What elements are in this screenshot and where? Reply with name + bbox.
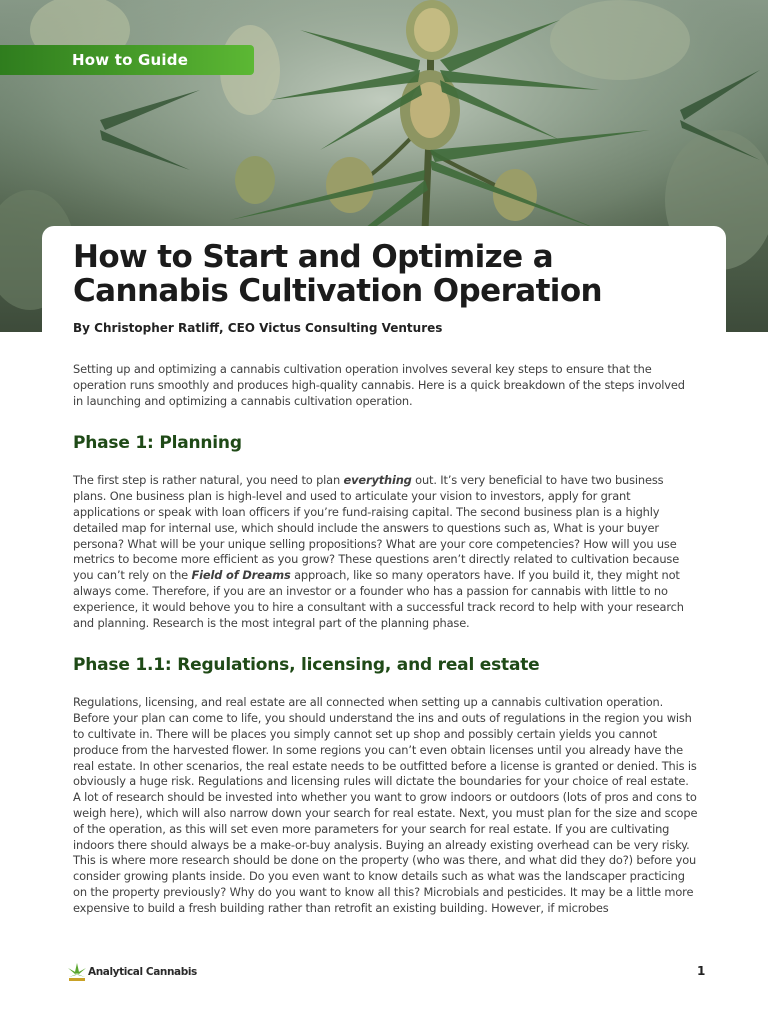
analytical-cannabis-logo bbox=[66, 961, 197, 983]
phase-1-paragraph bbox=[73, 473, 698, 631]
title-line-1: How to Start and Optimize a bbox=[73, 239, 554, 275]
phase-1-emphasis-everything: everything bbox=[343, 473, 412, 488]
phase-1-1-heading: Phase 1.1: Regulations, licensing, and real estate bbox=[73, 655, 540, 676]
article-body bbox=[73, 362, 698, 917]
phase-1-text-c: approach, like so many operators have. If you build it, they might not always come. Therefore, if you are an investor or a founder who has a passion for cannabis with little to no experience, it would behove you to hire a consultant with a successful track record to help with your research and planning. Research is the most integral part of the planning phase. bbox=[73, 568, 684, 630]
how-to-guide-label: How to Guide bbox=[72, 51, 189, 69]
footer-brand-name: Analytical Cannabis bbox=[88, 966, 197, 978]
phase-1-heading: Phase 1: Planning bbox=[73, 433, 242, 454]
cannabis-leaf-icon bbox=[66, 961, 88, 983]
page-number: 1 bbox=[697, 964, 706, 978]
phase-1-1-paragraph: Regulations, licensing, and real estate are all connected when setting up a cannabis cultivation operation. Before your plan can come to life, you should understand the ins and outs of regulations in the region you wish to cultivate in. There will be places you simply cannot set up shop and possibly certain yields you cannot produce from the harvested flower. In some regions you can’t even obtain licenses until you already have the real estate. In other scenarios, the real estate needs to be outfitted before a license is granted or denied. This is obviously a huge risk. Regulations and licensing rules will dictate the boundaries for your choice of real estate. A lot of research should be invested into whether you want to grow indoors or outdoors (lots of pros and cons to weigh here), which will also narrow down your search for real estate. Next, you must plan for the size and scope of the operation, as this will set even more parameters for your search for real estate. If you are cultivating indoors there should always be a make-or-buy analysis. Buying an already existing overhead can be very risky. This is where more research should be done on the property (who was there, and what did they do?) before you consider growing plants inside. Do you even want to know details such as what was the landscaper practicing on the property previously? Why do you want to know all this? Microbials and pesticides. It may be a little more expensive to build a fresh building rather than retrofit an existing building. However, if microbes bbox=[73, 695, 698, 915]
phase-1-emphasis-field-of-dreams: Field of Dreams bbox=[191, 568, 291, 583]
phase-1-text-b: out. It’s very beneficial to have two business plans. One business plan is high-level and used to articulate your vision to investors, apply for grant applications or speak with loan officers if you’re fund-raising capital. The second business plan is a highly detailed map for internal use, which should include the answers to questions such as, What is your buyer persona? What will be your unique selling propositions? What are your core competencies? How will you use metrics to become more efficient as you grow? These questions aren’t directly related to cultivation because you can’t rely on the bbox=[73, 473, 680, 583]
phase-1-text-a: The first step is rather natural, you need to plan bbox=[73, 473, 344, 488]
how-to-guide-tag bbox=[0, 45, 254, 75]
title-line-2: Cannabis Cultivation Operation bbox=[73, 273, 602, 309]
author-byline: By Christopher Ratliff, CEO Victus Consulting Ventures bbox=[73, 321, 443, 335]
intro-paragraph: Setting up and optimizing a cannabis cultivation operation involves several key steps to ensure that the operation runs smoothly and produces high-quality cannabis. Here is a quick breakdown of the steps involved in launching and optimizing a cannabis cultivation operation. bbox=[73, 362, 685, 408]
page-title bbox=[73, 240, 713, 308]
